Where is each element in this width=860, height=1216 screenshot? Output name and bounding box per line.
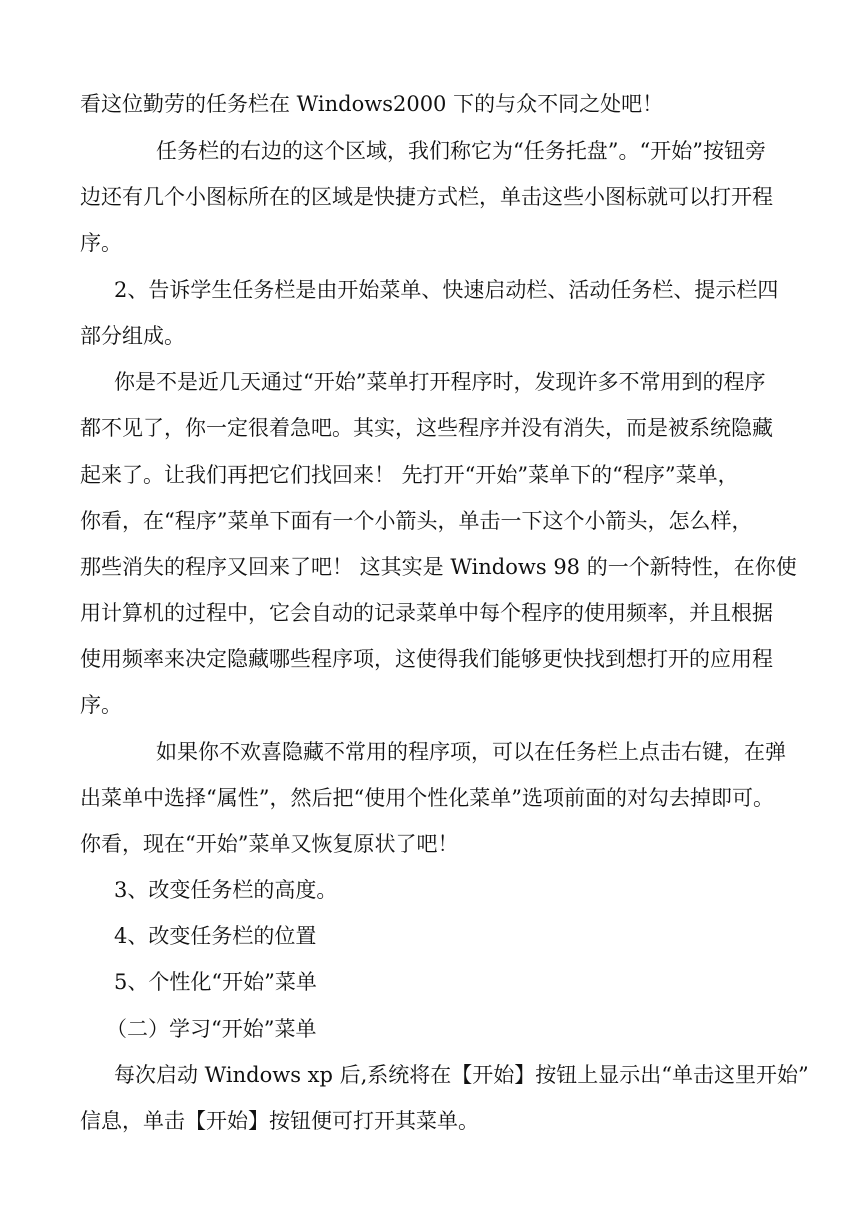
text-line: 出菜单中选择“属性”，然后把“使用个性化菜单”选项前面的对勾去掉即可。 [80, 786, 774, 810]
text-line: 序。 [80, 693, 122, 717]
text-line: 你看，现在“开始”菜单又恢复原状了吧！ [80, 832, 459, 856]
text-line: （二）学习“开始”菜单 [106, 1017, 317, 1041]
text-line: 部分组成。 [80, 324, 185, 348]
text-line: 你看，在“程序”菜单下面有一个小箭头，单击一下这个小箭头，怎么样， [80, 509, 753, 533]
text-line: 用计算机的过程中，它会自动的记录菜单中每个程序的使用频率，并且根据 [80, 601, 773, 625]
text-line: 起来了。让我们再把它们找回来！ 先打开“开始”菜单下的“程序”菜单， [80, 463, 739, 487]
text-line: 那些消失的程序又回来了吧！ 这其实是 Windows 98 的一个新特性，在你使 [80, 555, 797, 579]
text-line: 每次启动 Windows xp 后,系统将在【开始】按钮上显示出“单击这里开始” [114, 1063, 809, 1087]
text-line: 3、改变任务栏的高度。 [114, 878, 338, 902]
text-line: 如果你不欢喜隐藏不常用的程序项，可以在任务栏上点击右键，在弹 [156, 740, 786, 764]
text-line: 4、改变任务栏的位置 [114, 924, 317, 948]
text-line: 都不见了，你一定很着急吧。其实，这些程序并没有消失，而是被系统隐藏 [80, 416, 773, 440]
text-line: 5、个性化“开始”菜单 [114, 970, 317, 994]
text-line: 边还有几个小图标所在的区域是快捷方式栏，单击这些小图标就可以打开程 [80, 185, 773, 209]
text-line: 序。 [80, 231, 122, 255]
text-line: 看这位勤劳的任务栏在 Windows2000 下的与众不同之处吧！ [80, 92, 664, 116]
text-line: 信息，单击【开始】按钮便可打开其菜单。 [80, 1109, 479, 1133]
text-line: 使用频率来决定隐藏哪些程序项，这使得我们能够更快找到想打开的应用程 [80, 647, 773, 671]
text-line: 任务栏的右边的这个区域，我们称它为“任务托盘”。“开始”按钮旁 [156, 139, 766, 163]
text-line: 2、告诉学生任务栏是由开始菜单、快速启动栏、活动任务栏、提示栏四 [114, 278, 779, 302]
text-line: 你是不是近几天通过“开始”菜单打开程序时，发现许多不常用到的程序 [114, 370, 766, 394]
